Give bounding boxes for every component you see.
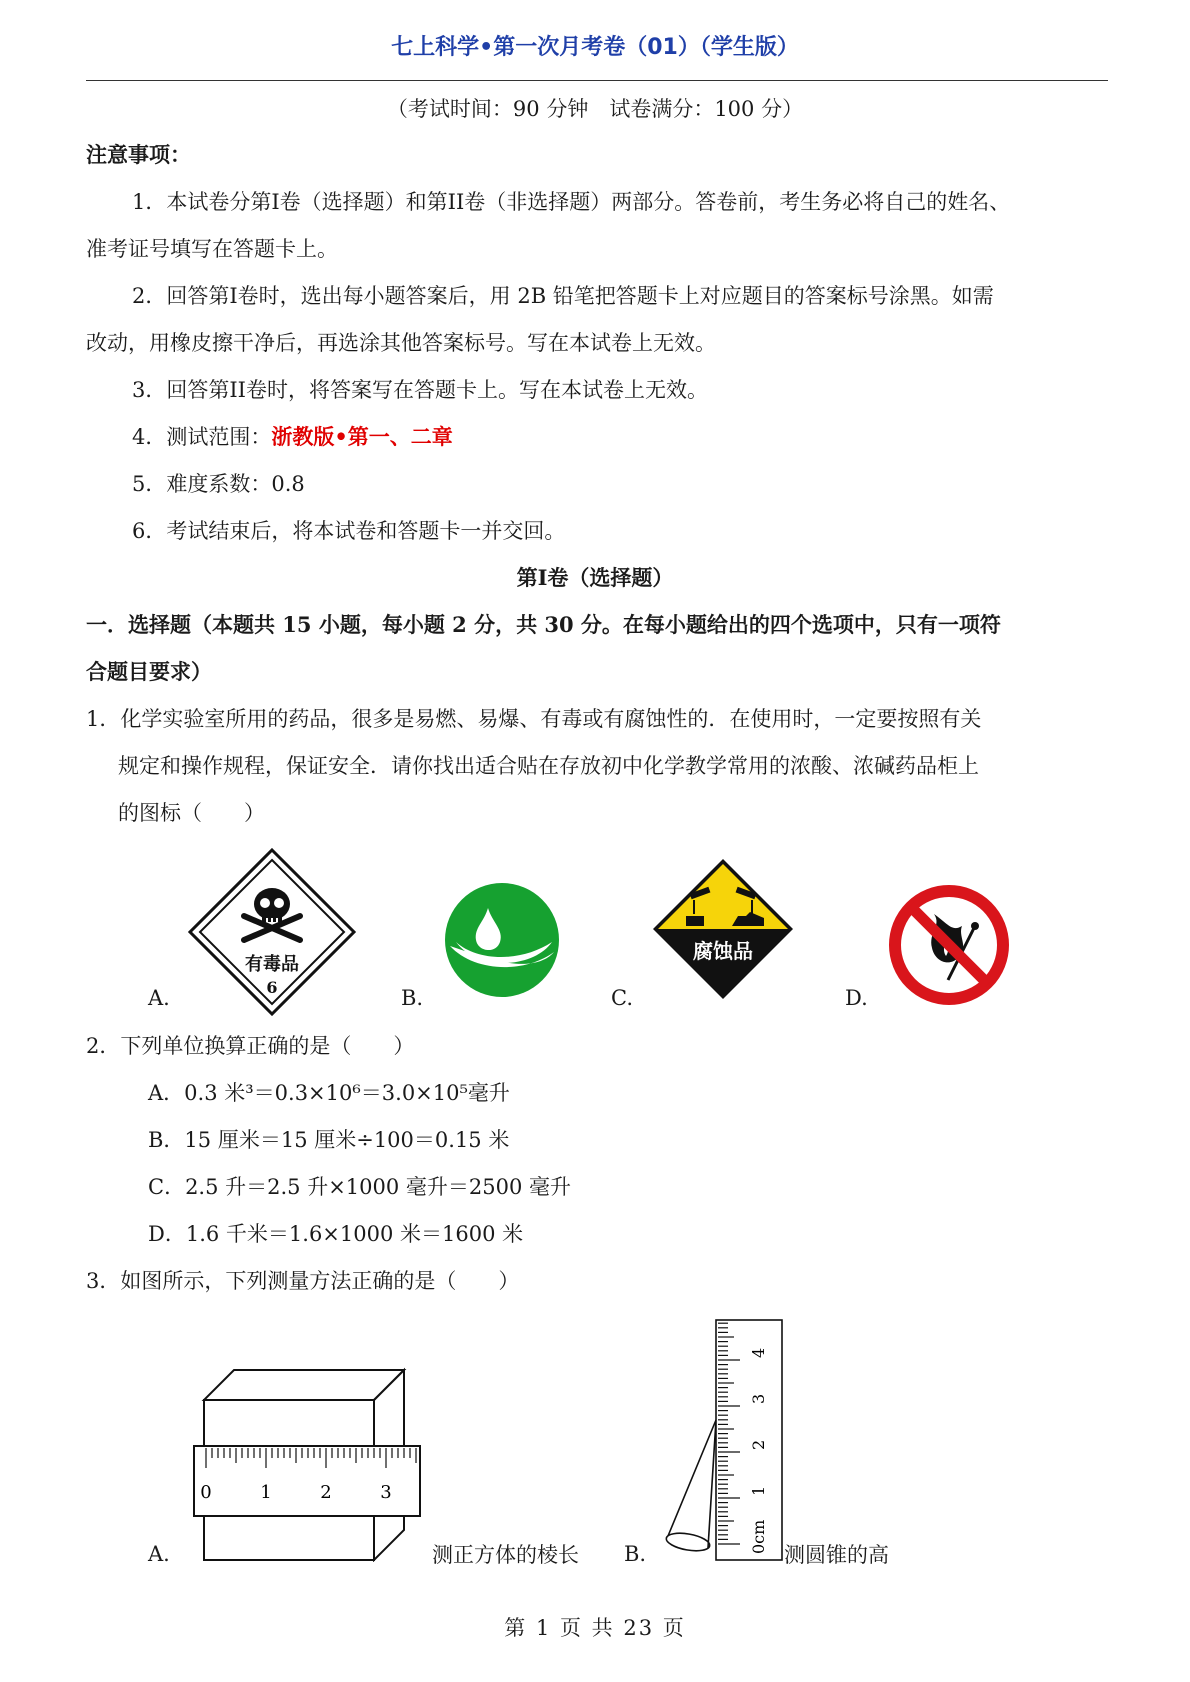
ruler-b-tick-label-3: 3 [749,1393,768,1404]
q1-option-c-label[interactable]: C. [611,986,633,1010]
notice-item-2-line-1: 2．回答第I卷时，选出每小题答案后，用 2B 铅笔把答题卡上对应题目的答案标号涂黑。如需 [132,284,994,308]
q3-option-b-text: 测圆锥的高 [784,1543,889,1567]
part-title-line-1: 一．选择题（本题共 15 小题，每小题 2 分，共 30 分。在每小题给出的四个选项中，只有一项符 [86,612,1001,637]
ruler-b-tick-label-4: 4 [749,1347,768,1358]
ruler-b-tick-label-0: 0cm [749,1519,768,1554]
ruler-b-tick-label-2: 2 [749,1439,768,1450]
q1-stem-line-3: 的图标（ ） [118,801,265,825]
notice-item-5: 5．难度系数：0.8 [132,472,305,496]
q2-stem: 2．下列单位换算正确的是（ ） [86,1034,415,1058]
header-divider [86,80,1108,81]
exam-info: （考试时间：90 分钟 试卷满分：100 分） [386,97,804,121]
ruler-b-tick-label-1: 1 [749,1485,768,1496]
water-drop-sign-icon [444,882,560,998]
q1-option-a-label[interactable]: A. [148,986,170,1010]
ruler-a-tick-label-3: 3 [380,1482,392,1503]
q1-stem-line-2: 规定和操作规程，保证安全．请你找出适合贴在存放初中化学教学常用的浓酸、浓碱药品柜上 [118,754,979,778]
notice-item-1-line-1: 1．本试卷分第I卷（选择题）和第II卷（非选择题）两部分。答卷前，考生务必将自己的姓名、 [132,190,1011,214]
notice-heading: 注意事项： [86,142,191,167]
q3-option-b-label[interactable]: B. [624,1542,647,1566]
notice-item-4-prefix: 4．测试范围： [132,425,272,449]
ruler-a-tick-label-0: 0 [200,1482,212,1503]
q1-option-b-label[interactable]: B. [401,986,424,1010]
exam-title: 七上科学•第一次月考卷（01）（学生版） [391,35,799,60]
notice-item-6: 6．考试结束后，将本试卷和答题卡一并交回。 [132,519,566,543]
ruler-a-tick-label-2: 2 [320,1482,332,1503]
q2-option-c[interactable]: C．2.5 升＝2.5 升×1000 毫升＝2500 毫升 [148,1175,572,1199]
no-open-flame-sign-icon [888,884,1010,1006]
corrosive-sign-icon [652,858,794,1000]
ruler-a-tick-label-1: 1 [260,1482,272,1503]
toxic-sign-number: 6 [266,978,278,997]
q3-option-a-text: 测正方体的棱长 [432,1543,579,1567]
q3-stem: 3．如图所示，下列测量方法正确的是（ ） [86,1269,520,1293]
part-title-line-2: 合题目要求） [86,659,212,684]
corrosive-sign-text: 腐蚀品 [693,939,753,963]
q3-option-a-label[interactable]: A. [148,1542,170,1566]
page-number: 第 1 页 共 23 页 [504,1616,686,1640]
cube-ruler-figure [186,1362,436,1562]
toxic-sign-icon [188,848,356,1016]
q2-option-a[interactable]: A．0.3 米³＝0.3×10⁶＝3.0×10⁵毫升 [148,1081,510,1105]
volume-title: 第I卷（选择题） [516,565,674,590]
cone-ruler-figure [664,1318,784,1562]
notice-item-1-line-2: 准考证号填写在答题卡上。 [86,237,338,261]
notice-item-3: 3．回答第II卷时，将答案写在答题卡上。写在本试卷上无效。 [132,378,708,402]
q2-option-d[interactable]: D．1.6 千米＝1.6×1000 米＝1600 米 [148,1222,524,1246]
toxic-sign-text: 有毒品 [245,954,299,975]
q1-option-d-label[interactable]: D. [845,986,868,1010]
q2-option-b[interactable]: B．15 厘米＝15 厘米÷100＝0.15 米 [148,1128,510,1152]
notice-item-4 [132,422,453,452]
notice-item-2-line-2: 改动，用橡皮擦干净后，再选涂其他答案标号。写在本试卷上无效。 [86,331,716,355]
q1-stem-line-1: 1．化学实验室所用的药品，很多是易燃、易爆、有毒或有腐蚀性的．在使用时，一定要按照有关 [86,707,982,731]
test-scope: 浙教版•第一、二章 [271,424,453,449]
